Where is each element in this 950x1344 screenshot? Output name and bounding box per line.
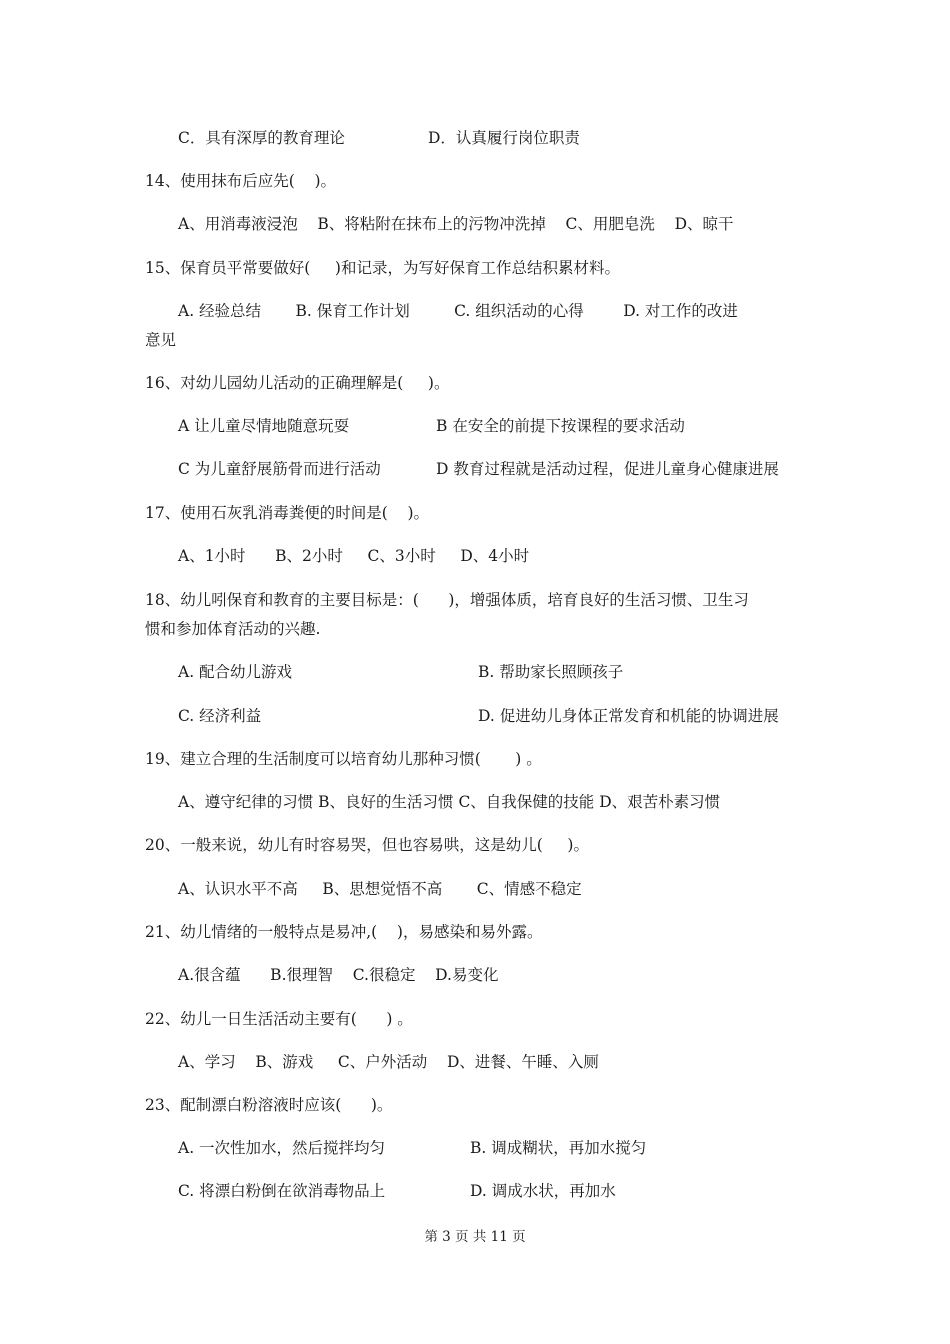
option-18c: C. 经济利益 [178, 707, 262, 725]
page-footer: 第 3 页 共 11 页 [424, 1229, 526, 1245]
options-14: A、用消毒液浸泡 B、将粘附在抹布上的污物冲洗掉 C、用肥皂洗 D、晾干 [178, 215, 734, 233]
options-22: A、学习 B、游戏 C、户外活动 D、进餐、午睡、入厕 [178, 1053, 599, 1071]
option-18d: D. 促进幼儿身体正常发育和机能的协调进展 [478, 707, 779, 725]
options-15: A. 经验总结 B. 保育工作计划 C. 组织活动的心得 D. 对工作的改进 [178, 302, 738, 320]
options-17: A、1小时 B、2小时 C、3小时 D、4小时 [178, 547, 530, 565]
question-15: 15、保育员平常要做好( )和记录，为写好保育工作总结积累材料。 [145, 259, 620, 277]
options-15-cont: 意见 [145, 331, 177, 349]
option-23b: B. 调成糊状，再加水搅匀 [470, 1139, 647, 1157]
option-13d: D．认真履行岗位职责 [428, 129, 580, 147]
question-17: 17、使用石灰乳消毒粪便的时间是( )。 [145, 504, 430, 522]
question-16: 16、对幼儿园幼儿活动的正确理解是( )。 [145, 374, 450, 392]
options-21: A.很含蕴 B.很理智 C.很稳定 D.易变化 [178, 966, 499, 984]
options-19: A、遵守纪律的习惯 B、良好的生活习惯 C、自我保健的技能 D、艰苦朴素习惯 [178, 793, 721, 811]
question-14: 14、使用抹布后应先( )。 [145, 172, 337, 190]
question-22: 22、幼儿一日生活活动主要有( ) 。 [145, 1010, 413, 1028]
option-16b: B 在安全的前提下按课程的要求活动 [436, 417, 685, 435]
question-23: 23、配制漂白粉溶液时应该( )。 [145, 1096, 393, 1114]
option-23c: C. 将漂白粉倒在欲消毒物品上 [178, 1182, 386, 1200]
question-18-cont: 惯和参加体育活动的兴趣. [145, 620, 321, 638]
option-16d: D 教育过程就是活动过程，促进儿童身心健康进展 [436, 460, 779, 478]
option-23a: A. 一次性加水，然后搅拌均匀 [178, 1139, 386, 1157]
option-18b: B. 帮助家长照顾孩子 [478, 663, 624, 681]
question-21: 21、幼儿情绪的一般特点是易冲,( )，易感染和易外露。 [145, 923, 543, 941]
question-18: 18、幼儿吲保育和教育的主要目标是：( )，增强体质，培育良好的生活习惯、卫生习 [145, 591, 749, 609]
option-18a: A. 配合幼儿游戏 [178, 663, 293, 681]
options-20: A、认识水平不高 B、思想觉悟不高 C、情感不稳定 [178, 880, 582, 898]
option-23d: D. 调成水状，再加水 [470, 1182, 616, 1200]
option-13c: C．具有深厚的教育理论 [178, 129, 345, 147]
question-20: 20、一般来说，幼儿有时容易哭，但也容易哄，这是幼儿( )。 [145, 836, 589, 854]
option-16c: C 为儿童舒展筋骨而进行活动 [178, 460, 381, 478]
question-19: 19、建立合理的生活制度可以培育幼儿那种习惯( ) 。 [145, 750, 542, 768]
option-16a: A 让儿童尽情地随意玩耍 [178, 417, 350, 435]
